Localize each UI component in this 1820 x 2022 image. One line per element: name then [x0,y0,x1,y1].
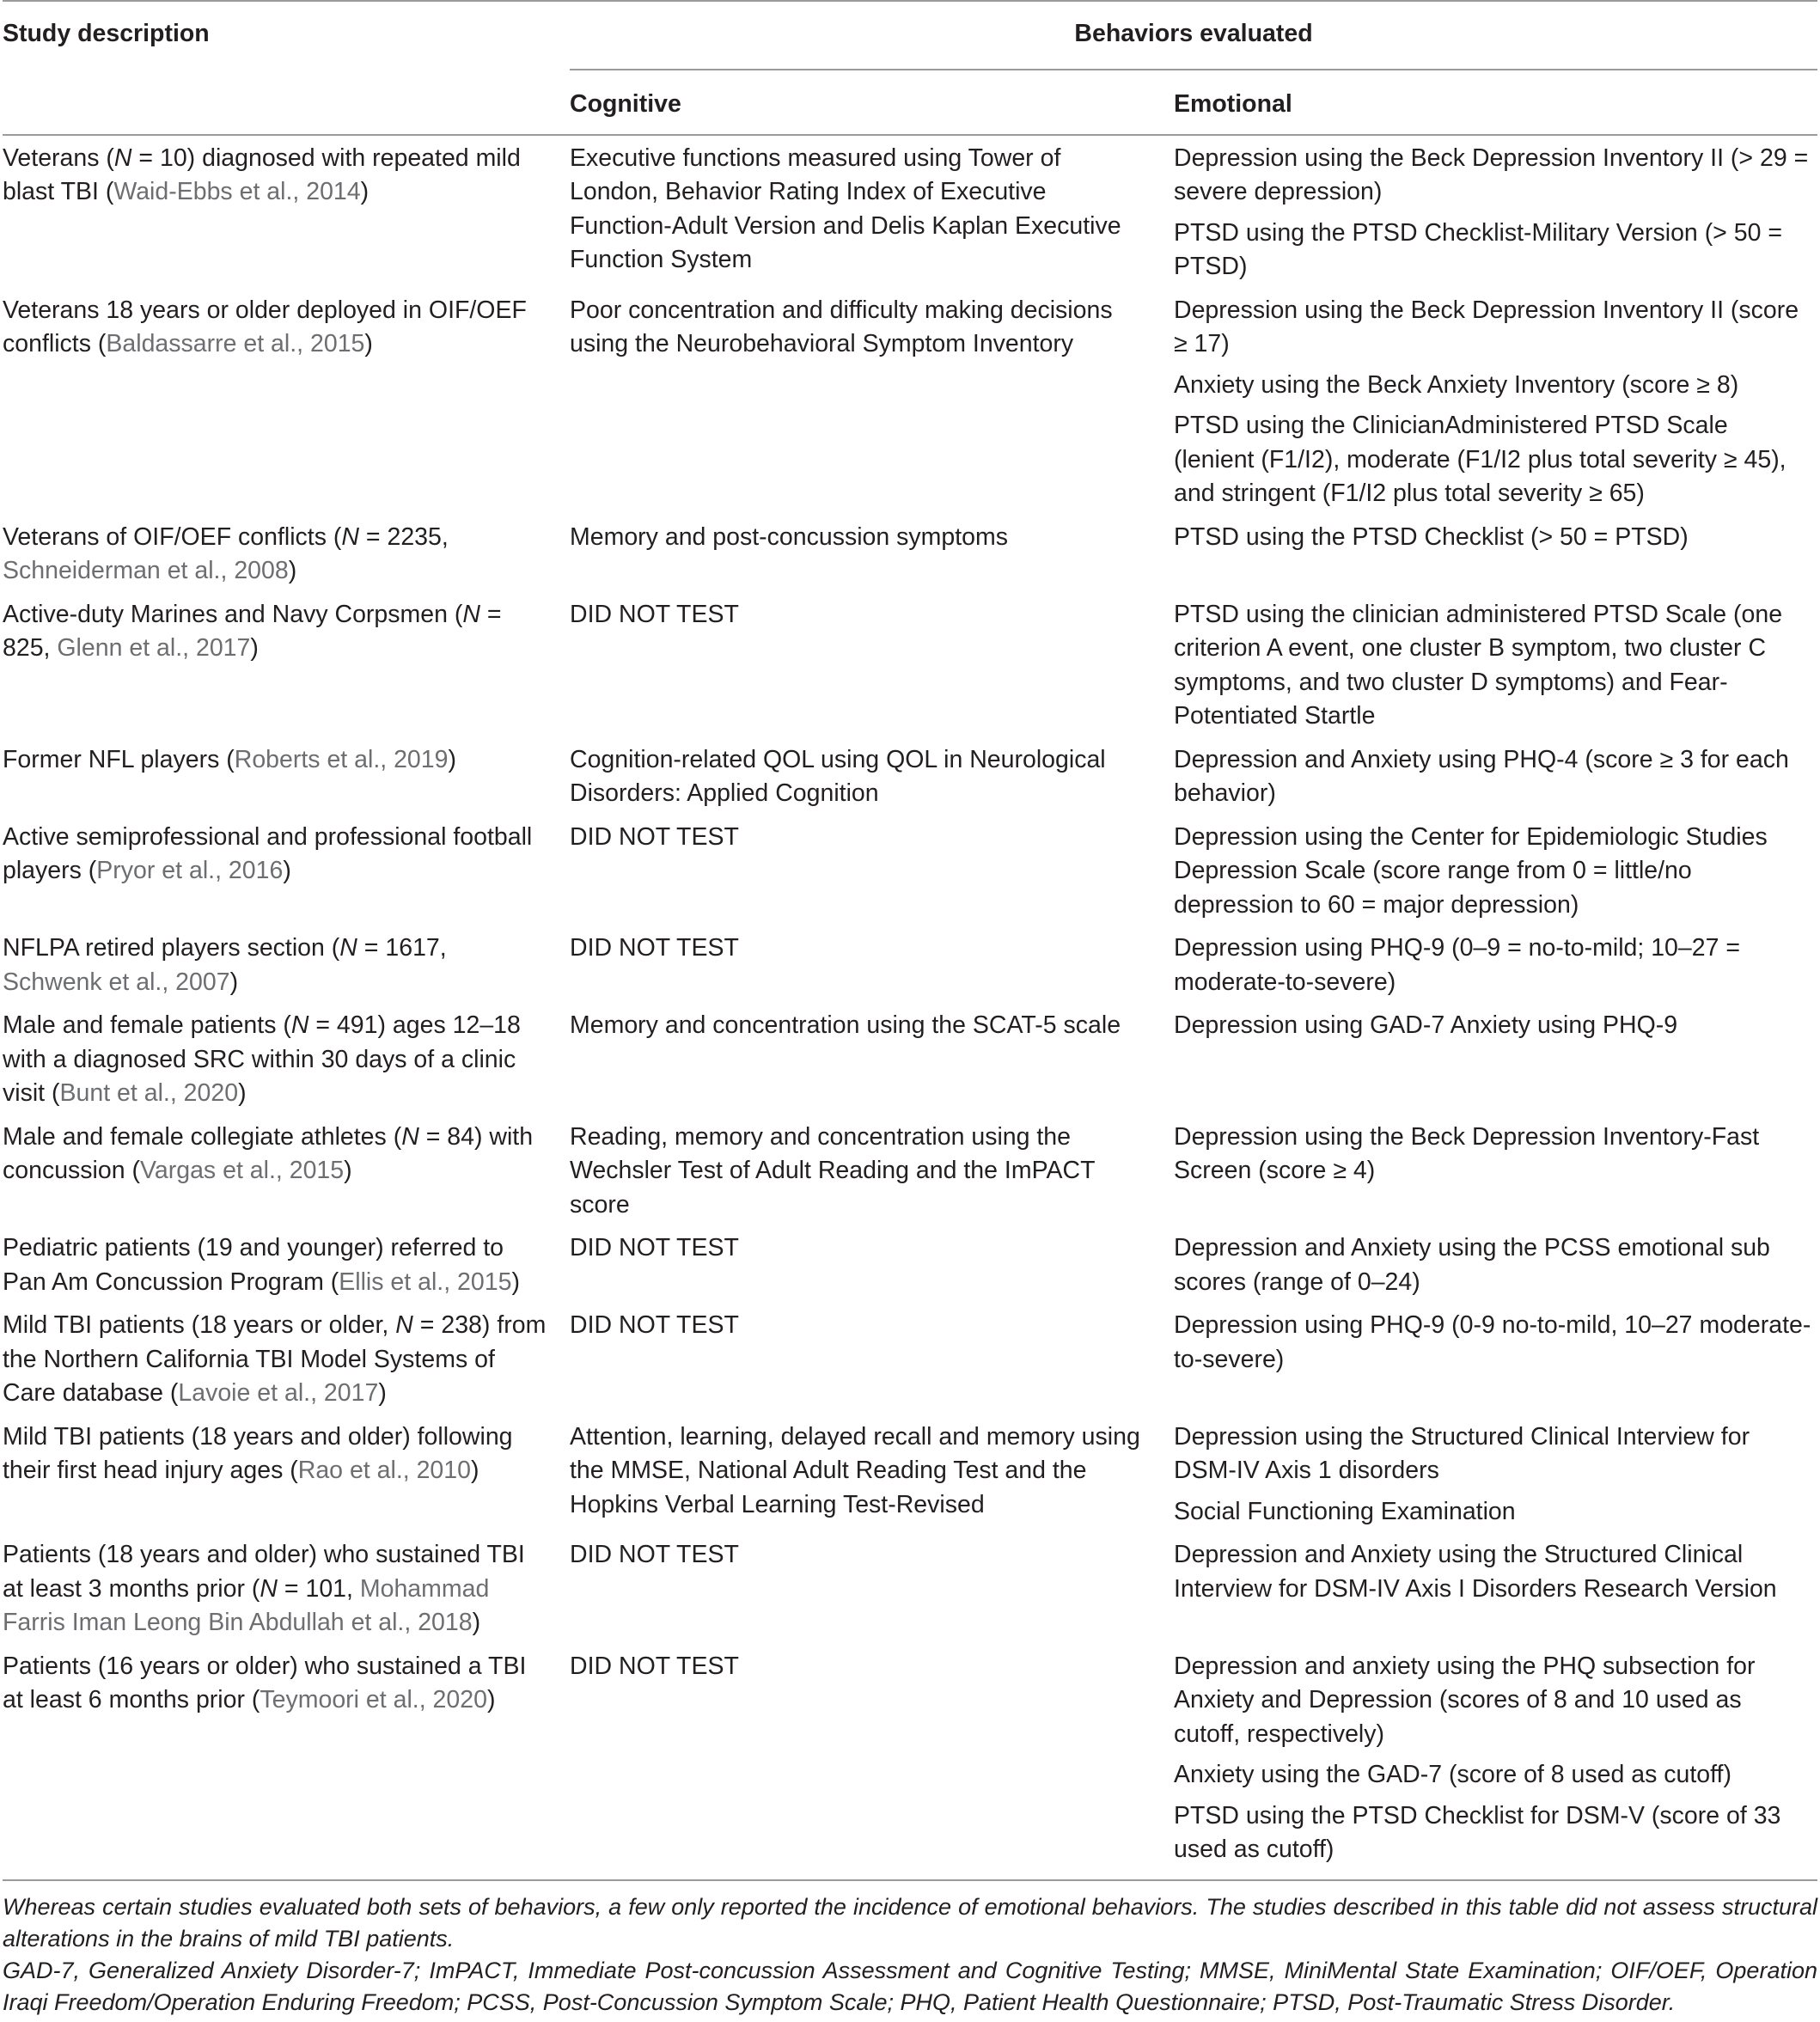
emotional-cell [1174,737,1817,815]
study-description-cell [3,515,570,592]
study-text: = 101, [277,1574,360,1603]
emotional-measure: Depression and Anxiety using the PCSS emotional sub scores (range of 0–24) [1174,1234,1770,1296]
emotional-measure: Anxiety using the GAD-7 (score of 8 used as cutoff) [1174,1761,1731,1788]
study-description-cell [3,1532,570,1644]
study-text: ) [229,968,239,996]
header-emotional: Emotional [1174,70,1817,135]
cognitive-cell: Memory and concentration using the SCAT-5 scale [570,1011,1121,1039]
study-description-cell [3,1644,570,1880]
table-row [3,1303,1817,1414]
emotional-measure: Anxiety using the Beck Anxiety Inventory (score ≥ 8) [1174,370,1739,399]
emotional-measure: Depression and Anxiety using the Structured Clinical Interview for DSM-IV Axis I Disorders Research Version [1174,1541,1777,1603]
emotional-cell [1174,288,1817,515]
study-text: Active semiprofessional and professional football players ( [3,822,533,884]
study-text: Mild TBI patients (18 years or older, [3,1311,396,1339]
emotional-measure: Depression and anxiety using the PHQ subsection for Anxiety and Depression (scores of 8 and 10 used as cutoff, respectively) [1174,1652,1756,1748]
table-row [3,1414,1817,1533]
table-row [3,737,1817,815]
emotional-measure: Depression using GAD-7 Anxiety using PHQ-9 [1174,1011,1678,1039]
header-row-sub [3,70,1817,135]
study-text: ) [344,1157,352,1184]
table-body [3,135,1817,1880]
emotional-measure: Depression using the Beck Depression Inventory II (> 29 = severe depression) [1174,144,1809,205]
table-row [3,1225,1817,1303]
cognitive-cell: DID NOT TEST [570,822,739,851]
emotional-cell [1174,1115,1817,1226]
study-text: Former NFL players ( [3,745,235,773]
footnote-description: Whereas certain studies evaluated both sets of behaviors, a few only reported the incidence of emotional behaviors. The studies described in this table did not assess structural alterations in the brains of mild TBI patients. [3,1893,1817,1952]
table-row [3,592,1817,737]
cognitive-cell: DID NOT TEST [570,1234,739,1261]
cognitive-cell: DID NOT TEST [570,1644,1174,1880]
citation-link[interactable]: Glenn et al., 2017 [57,634,251,662]
study-description-cell [3,737,570,815]
study-description-cell [3,925,570,1003]
cognitive-cell: Cognition-related QOL using QOL in Neurological Disorders: Applied Cognition [570,745,1106,807]
cognitive-cell: DID NOT TEST [570,600,739,628]
study-description-cell [3,592,570,737]
sample-size-label: N [462,600,480,628]
study-text: Veterans ( [3,144,114,172]
study-description-cell [3,1414,570,1533]
header-behaviors-evaluated: Behaviors evaluated [570,1,1817,70]
emotional-cell [1174,515,1817,592]
emotional-cell [1174,1303,1817,1414]
emotional-measure: Social Functioning Examination [1174,1497,1516,1525]
cognitive-cell: DID NOT TEST [570,1311,739,1339]
sample-size-label: N [290,1011,309,1039]
cognitive-cell: Poor concentration and difficulty making decisions using the Neurobehavioral Symptom Inventory [570,296,1113,357]
citation-link[interactable]: Teymoori et al., 2020 [260,1686,487,1714]
sample-size-label: N [395,1311,413,1339]
study-text: Patients (16 years or older) who sustained a TBI at least 6 months prior ( [3,1652,527,1714]
emotional-cell [1174,1644,1817,1880]
emotional-measure: Depression using the Beck Depression Inventory II (score ≥ 17) [1174,296,1799,357]
study-text: Veterans of OIF/OEF conflicts ( [3,522,342,551]
header-row-top [3,1,1817,70]
table-row [3,1532,1817,1644]
citation-link[interactable]: Lavoie et al., 2017 [178,1379,379,1407]
citation-link[interactable]: Rao et al., 2010 [297,1457,471,1484]
header-study-description: Study description [3,1,570,70]
citation-link[interactable]: Vargas et al., 2015 [140,1157,345,1184]
study-description-cell [3,1225,570,1303]
study-description-cell [3,135,570,288]
header-cognitive: Cognitive [570,70,1174,135]
citation-link[interactable]: Schneiderman et al., 2008 [3,557,289,584]
citation-link[interactable]: Bunt et al., 2020 [59,1079,239,1107]
study-text: ) [486,1686,496,1714]
emotional-measure: Depression using PHQ-9 (0-9 no-to-mild, 10–27 moderate-to-severe) [1174,1311,1811,1373]
table-row [3,1115,1817,1226]
table-footnotes [3,1891,1817,2019]
cognitive-cell: DID NOT TEST [570,934,739,962]
cognitive-cell: DID NOT TEST [570,1541,739,1568]
study-text: = 2235, [358,522,449,551]
study-description-cell [3,815,570,926]
study-text: = 491) ages 12–18 with a diagnosed SRC within 30 days of a clinic visit ( [3,1011,521,1107]
citation-link[interactable]: Baldassarre et al., 2015 [106,330,365,357]
cognitive-cell: Reading, memory and concentration using the Wechsler Test of Adult Reading and the ImPACT score [570,1122,1095,1219]
emotional-measure: PTSD using the PTSD Checklist-Military Version (> 50 = PTSD) [1174,218,1783,280]
emotional-cell [1174,135,1817,288]
table-row [3,815,1817,926]
emotional-cell [1174,1414,1817,1533]
study-text: ) [250,634,259,662]
study-text: NFLPA retired players section ( [3,934,340,962]
citation-link[interactable]: Schwenk et al., 2007 [3,968,230,996]
study-description-cell [3,1003,570,1115]
emotional-measure: Depression using the Beck Depression Inventory-Fast Screen (score ≥ 4) [1174,1122,1760,1184]
study-text: = 1617, [357,934,447,962]
study-description-cell [3,1303,570,1414]
emotional-measure: Depression using PHQ-9 (0–9 = no-to-mild; 10–27 = moderate-to-severe) [1174,934,1741,996]
study-text: Active-duty Marines and Navy Corpsmen ( [3,600,463,628]
study-text: = 84) with concussion ( [3,1122,534,1184]
study-text: Male and female collegiate athletes ( [3,1122,402,1151]
table-row [3,288,1817,515]
emotional-measure: Depression and Anxiety using PHQ-4 (score ≥ 3 for each behavior) [1174,745,1789,807]
study-text: = 238) from the Northern California TBI Model Systems of Care database ( [3,1311,547,1407]
sample-size-label: N [401,1122,419,1151]
studies-table [3,0,1817,1881]
emotional-cell [1174,1003,1817,1115]
emotional-measure: Depression using the Structured Clinical Interview for DSM-IV Axis 1 disorders [1174,1422,1750,1484]
study-text: ) [470,1457,479,1484]
study-text: Patients (18 years and older) who sustained TBI at least 3 months prior ( [3,1541,525,1603]
study-text: = 825, [3,600,502,662]
citation-link[interactable]: Ellis et al., 2015 [339,1268,512,1296]
emotional-cell [1174,815,1817,926]
sample-size-label: N [113,144,132,172]
sample-size-label: N [260,1574,278,1603]
citation-link[interactable]: Waid-Ebbs et al., 2014 [113,178,361,205]
study-text: ) [364,330,373,357]
table-page [3,0,1817,2019]
study-text: ) [288,557,297,584]
emotional-measure: PTSD using the PTSD Checklist for DSM-V (score of 33 used as cutoff) [1174,1801,1781,1863]
sample-size-label: N [341,522,359,551]
citation-link[interactable]: Roberts et al., 2019 [234,745,449,773]
study-text: ) [238,1079,247,1107]
study-text: ) [511,1268,520,1296]
study-text: Mild TBI patients (18 years and older) following their first head injury ages ( [3,1422,513,1484]
citation-link[interactable]: Mohammad Farris Iman Leong Bin Abdullah et al., 2018 [3,1574,490,1636]
emotional-measure: PTSD using the PTSD Checklist (> 50 = PTSD) [1174,522,1689,551]
emotional-cell [1174,592,1817,737]
cognitive-cell: Memory and post-concussion symptoms [570,522,1009,551]
table-row [3,1644,1817,1880]
emotional-cell [1174,925,1817,1003]
study-description-cell [3,1115,570,1226]
footnote-abbreviations: GAD-7, Generalized Anxiety Disorder-7; ImPACT, Immediate Post-concussion Assessment and Cognitive Testing; MMSE, MiniMental State Examination; OIF/OEF, Operation Iraqi Freedom/Operation Enduring Freedom; PCSS, Post-Concussion Symptom Scale; PHQ, Patient Health Questionnaire; PTSD, Post-Traumatic Stress Disorder. [3,1957,1817,2015]
emotional-cell [1174,1225,1817,1303]
table-row [3,135,1817,288]
study-text: Male and female patients ( [3,1011,291,1039]
header-blank [3,70,570,135]
emotional-cell [1174,1532,1817,1644]
cognitive-cell: Attention, learning, delayed recall and memory using the MMSE, National Adult Reading Test and the Hopkins Verbal Learning Test-Revised [570,1422,1140,1518]
study-text: ) [283,857,291,884]
study-text: Veterans 18 years or older deployed in OIF/OEF conflicts ( [3,296,527,357]
emotional-measure: Depression using the Center for Epidemiologic Studies Depression Scale (score range from 0 = little/no depression to 60 = major depression) [1174,822,1768,919]
study-text: ) [360,178,369,205]
study-text: Pediatric patients (19 and younger) referred to Pan Am Concussion Program ( [3,1234,504,1296]
emotional-measure: PTSD using the ClinicianAdministered PTSD Scale (lenient (F1/I2), moderate (F1/I2 plus total severity ≥ 45), and stringent (F1/I2 plus total severity ≥ 65) [1174,412,1786,507]
study-text: ) [472,1609,481,1636]
emotional-measure: PTSD using the clinician administered PTSD Scale (one criterion A event, one cluster B symptom, two cluster C symptoms, and two cluster D symptoms) and Fear-Potentiated Startle [1174,600,1783,730]
citation-link[interactable]: Pryor et al., 2016 [96,857,284,884]
study-text: ) [448,745,456,773]
study-text: ) [378,1379,387,1407]
table-row [3,1003,1817,1115]
study-text: = 10) diagnosed with repeated mild blast TBI ( [3,144,521,205]
sample-size-label: N [339,934,357,962]
table-row [3,925,1817,1003]
study-description-cell [3,288,570,515]
cognitive-cell: Executive functions measured using Tower of London, Behavior Rating Index of Executive Function-Adult Version and Delis Kaplan Executive Function System [570,144,1121,273]
table-row [3,515,1817,592]
